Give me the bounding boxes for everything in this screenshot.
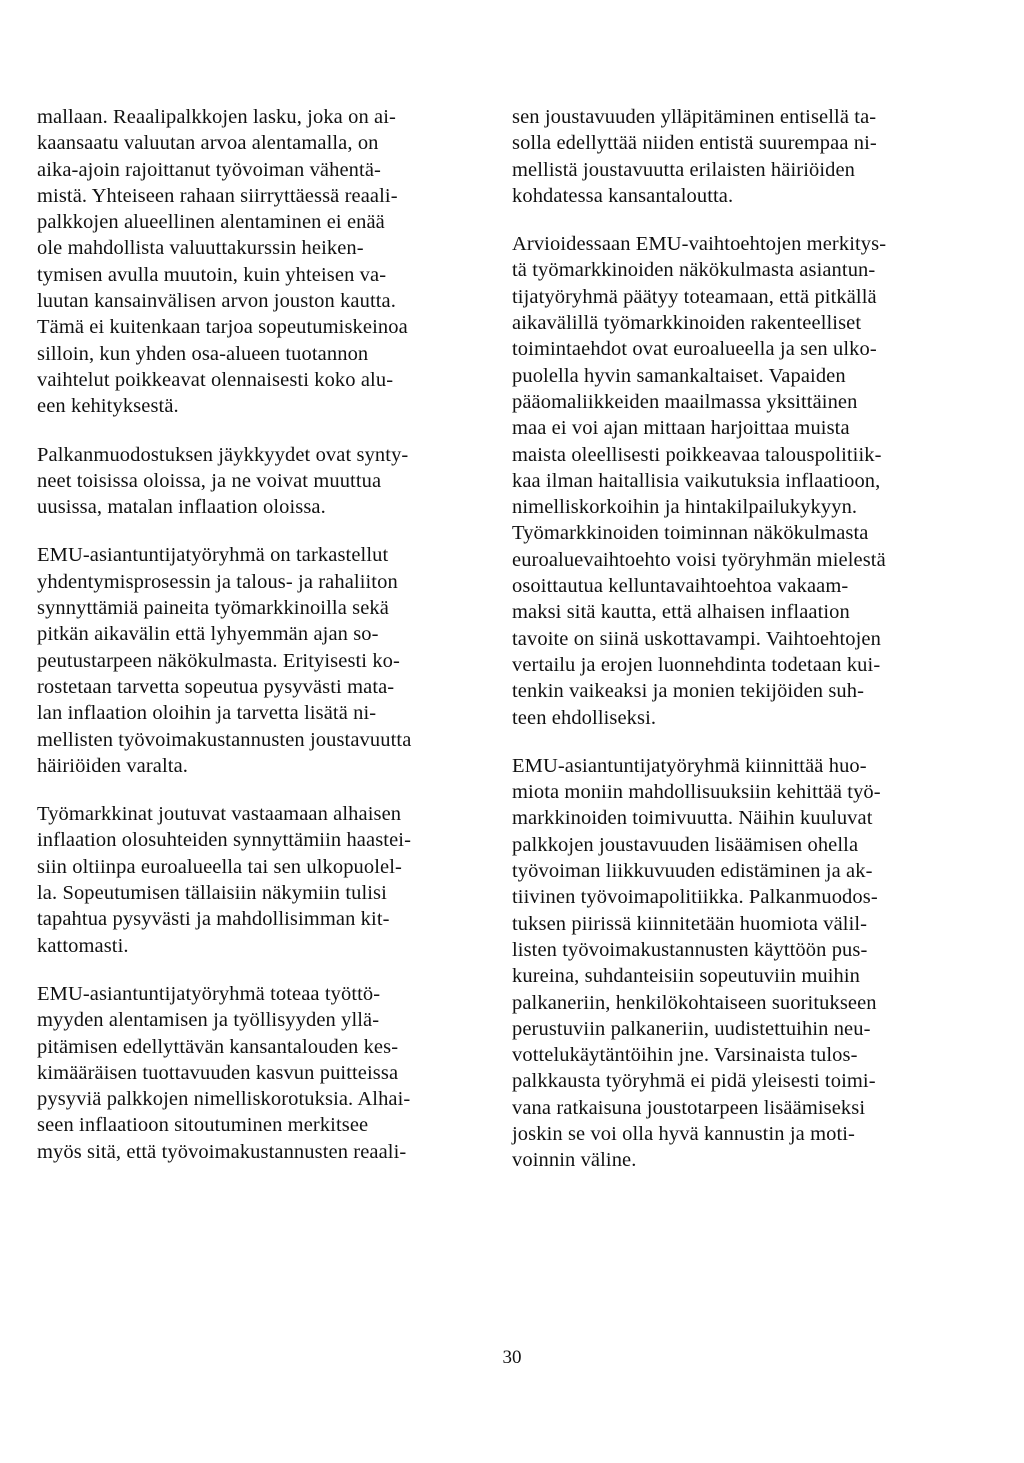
text-line: toimintaehdot ovat euroalueella ja sen ulko- <box>512 338 877 361</box>
left-column <box>37 104 490 1165</box>
text-line: kimääräisen tuottavuuden kasvun puitteissa <box>37 1061 399 1084</box>
text-line: solla edellyttää niiden entistä suurempaa ni- <box>512 132 877 155</box>
text-line: Tämä ei kuitenkaan tarjoa sopeutumiskeinoa <box>37 316 408 339</box>
paragraph <box>37 801 490 959</box>
text-line: Palkanmuodostuksen jäykkyydet ovat synty- <box>37 443 409 466</box>
text-line: siin oltiinpa euroalueella tai sen ulkopuolel- <box>37 855 402 878</box>
paragraph-gap <box>37 420 490 442</box>
text-line: maa ei voi ajan mittaan harjoittaa muista <box>512 417 850 440</box>
text-line: uusissa, matalan inflaation oloissa. <box>37 496 326 519</box>
text-line: neet toisissa oloissa, ja ne voivat muuttua <box>37 469 382 492</box>
text-line: tenkin vaikeaksi ja monien tekijöiden suh- <box>512 680 865 703</box>
paragraph-gap <box>512 731 962 753</box>
text-line: kohdatessa kansantaloutta. <box>512 184 734 207</box>
paragraph <box>512 104 962 209</box>
text-line: pysyviä palkkojen nimelliskorotuksia. Alhai- <box>37 1088 411 1111</box>
paragraph-gap <box>512 209 962 231</box>
text-line: perustuviin palkaneriin, uudistettuihin neu- <box>512 1017 871 1040</box>
text-line: markkinoiden toimivuutta. Näihin kuuluvat <box>512 807 873 830</box>
paragraph <box>37 104 490 420</box>
text-line: palkkojen joustavuuden lisäämisen ohella <box>512 833 859 856</box>
text-line: palkaneriin, henkilökohtaiseen suoritukseen <box>512 991 877 1014</box>
text-line: lan inflaation oloihin ja tarvetta lisätä ni- <box>37 702 377 725</box>
text-line: tuksen piirissä kiinnitetään huomiota välil- <box>512 912 868 935</box>
text-line: euroaluevaihtoehto voisi työryhmän mielestä <box>512 548 886 571</box>
text-line: listen työvoimakustannusten käyttöön pus- <box>512 938 868 961</box>
paragraph <box>512 753 962 1174</box>
text-line: vaihtelut poikkeavat olennaisesti koko alu- <box>37 368 394 391</box>
text-line: kaansaatu valuutan arvoa alentamalla, on <box>37 132 379 155</box>
text-line: EMU-asiantuntijatyöryhmä toteaa työttö- <box>37 982 381 1005</box>
right-column <box>512 104 962 1174</box>
text-line: kureina, suhdanteisiin sopeutuviin muihin <box>512 965 861 988</box>
paragraph-gap <box>37 959 490 981</box>
text-line: pitkän aikavälin että lyhyemmän ajan so- <box>37 623 379 646</box>
paragraph <box>37 442 490 521</box>
text-line: mistä. Yhteiseen rahaan siirryttäessä reaali- <box>37 184 398 207</box>
text-line: tavoite on siinä uskottavampi. Vaihtoehtojen <box>512 627 881 650</box>
text-line: luutan kansainvälisen arvon jouston kautta. <box>37 290 396 313</box>
text-line: silloin, kun yhden osa-alueen tuotannon <box>37 342 369 365</box>
text-line: miota moniin mahdollisuuksiin kehittää työ- <box>512 781 881 804</box>
text-line: tymisen avulla muutoin, kuin yhteisen va- <box>37 263 387 286</box>
text-line: inflaation olosuhteiden synnyttämiin haastei- <box>37 829 411 852</box>
text-line: rostetaan tarvetta sopeutua pysyvästi mata- <box>37 675 395 698</box>
text-line: peutustarpeen näkökulmasta. Erityisesti ko- <box>37 649 400 672</box>
text-line: ole mahdollista valuuttakurssin heiken- <box>37 237 364 260</box>
text-line: vottelukäytäntöihin jne. Varsinaista tulos- <box>512 1044 858 1067</box>
text-line: kattomasti. <box>37 934 129 957</box>
paragraph <box>37 542 490 779</box>
text-line: seen inflaatioon sitoutuminen merkitsee <box>37 1114 369 1137</box>
text-line: mellistä joustavuutta erilaisten häiriöiden <box>512 158 856 181</box>
text-line: myyden alentamisen ja työllisyyden yllä- <box>37 1009 380 1032</box>
text-line: Työmarkkinoiden toiminnan näkökulmasta <box>512 522 869 545</box>
text-line: joskin se voi olla hyvä kannustin ja moti- <box>512 1122 855 1145</box>
text-line: aikavälillä työmarkkinoiden rakenteelliset <box>512 312 862 335</box>
text-line: vana ratkaisuna joustotarpeen lisäämiseksi <box>512 1096 866 1119</box>
text-line: maista oleellisesti poikkeavaa talouspolitiik- <box>512 443 882 466</box>
text-line: een kehityksestä. <box>37 395 179 418</box>
text-line: osoittautua kelluntavaihtoehtoa vakaam- <box>512 575 849 598</box>
paragraph-gap <box>37 779 490 801</box>
text-line: palkkojen alueellinen alentaminen ei enää <box>37 211 385 234</box>
text-line: maksi sitä kautta, että alhaisen inflaation <box>512 601 850 624</box>
text-line: puolella hyvin samankaltaiset. Vapaiden <box>512 364 846 387</box>
paragraph-gap <box>37 520 490 542</box>
text-line: tä työmarkkinoiden näkökulmasta asiantun- <box>512 259 876 282</box>
text-line: Arvioidessaan EMU-vaihtoehtojen merkitys- <box>512 233 887 256</box>
text-line: mallaan. Reaalipalkkojen lasku, joka on ai- <box>37 106 396 128</box>
text-line: nimelliskorkoihin ja hintakilpailukykyyn. <box>512 496 858 519</box>
text-line: vertailu ja erojen luonnehdinta todetaan kui- <box>512 653 881 676</box>
page-number: 30 <box>502 1347 522 1368</box>
text-line: myös sitä, että työvoimakustannusten reaali- <box>37 1140 407 1163</box>
text-line: yhdentymisprosessin ja talous- ja rahaliiton <box>37 570 398 593</box>
text-line: Työmarkkinat joutuvat vastaamaan alhaisen <box>37 803 402 826</box>
paragraph <box>512 231 962 731</box>
text-line: teen ehdolliseksi. <box>512 706 657 729</box>
text-line: sen joustavuuden ylläpitäminen entisellä ta- <box>512 106 877 128</box>
text-line: synnyttämiä paineita työmarkkinoilla sekä <box>37 597 389 620</box>
text-line: EMU-asiantuntijatyöryhmä kiinnittää huo- <box>512 754 867 777</box>
text-line: työvoiman liikkuvuuden edistäminen ja ak- <box>512 860 873 883</box>
text-line: voinnin väline. <box>512 1149 637 1172</box>
text-line: aika-ajoin rajoittanut työvoiman vähentä- <box>37 158 381 181</box>
text-line: palkkausta työryhmä ei pidä yleisesti toimi- <box>512 1070 876 1093</box>
text-line: tapahtua pysyvästi ja mahdollisimman kit- <box>37 908 390 931</box>
text-line: la. Sopeutumisen tällaisiin näkymiin tulisi <box>37 882 387 905</box>
text-line: pitämisen edellyttävän kansantalouden kes- <box>37 1035 399 1058</box>
text-line: tiivinen työvoimapolitiikka. Palkanmuodos- <box>512 886 878 909</box>
text-line: kaa ilman haitallisia vaikutuksia inflaatioon, <box>512 469 881 492</box>
text-line: pääomaliikkeiden maailmassa yksittäinen <box>512 390 858 413</box>
text-line: häiriöiden varalta. <box>37 754 189 777</box>
paragraph <box>37 981 490 1165</box>
text-line: EMU-asiantuntijatyöryhmä on tarkastellut <box>37 544 389 567</box>
text-line: tijatyöryhmä päätyy toteamaan, että pitkällä <box>512 285 877 308</box>
text-line: mellisten työvoimakustannusten joustavuutta <box>37 728 412 751</box>
